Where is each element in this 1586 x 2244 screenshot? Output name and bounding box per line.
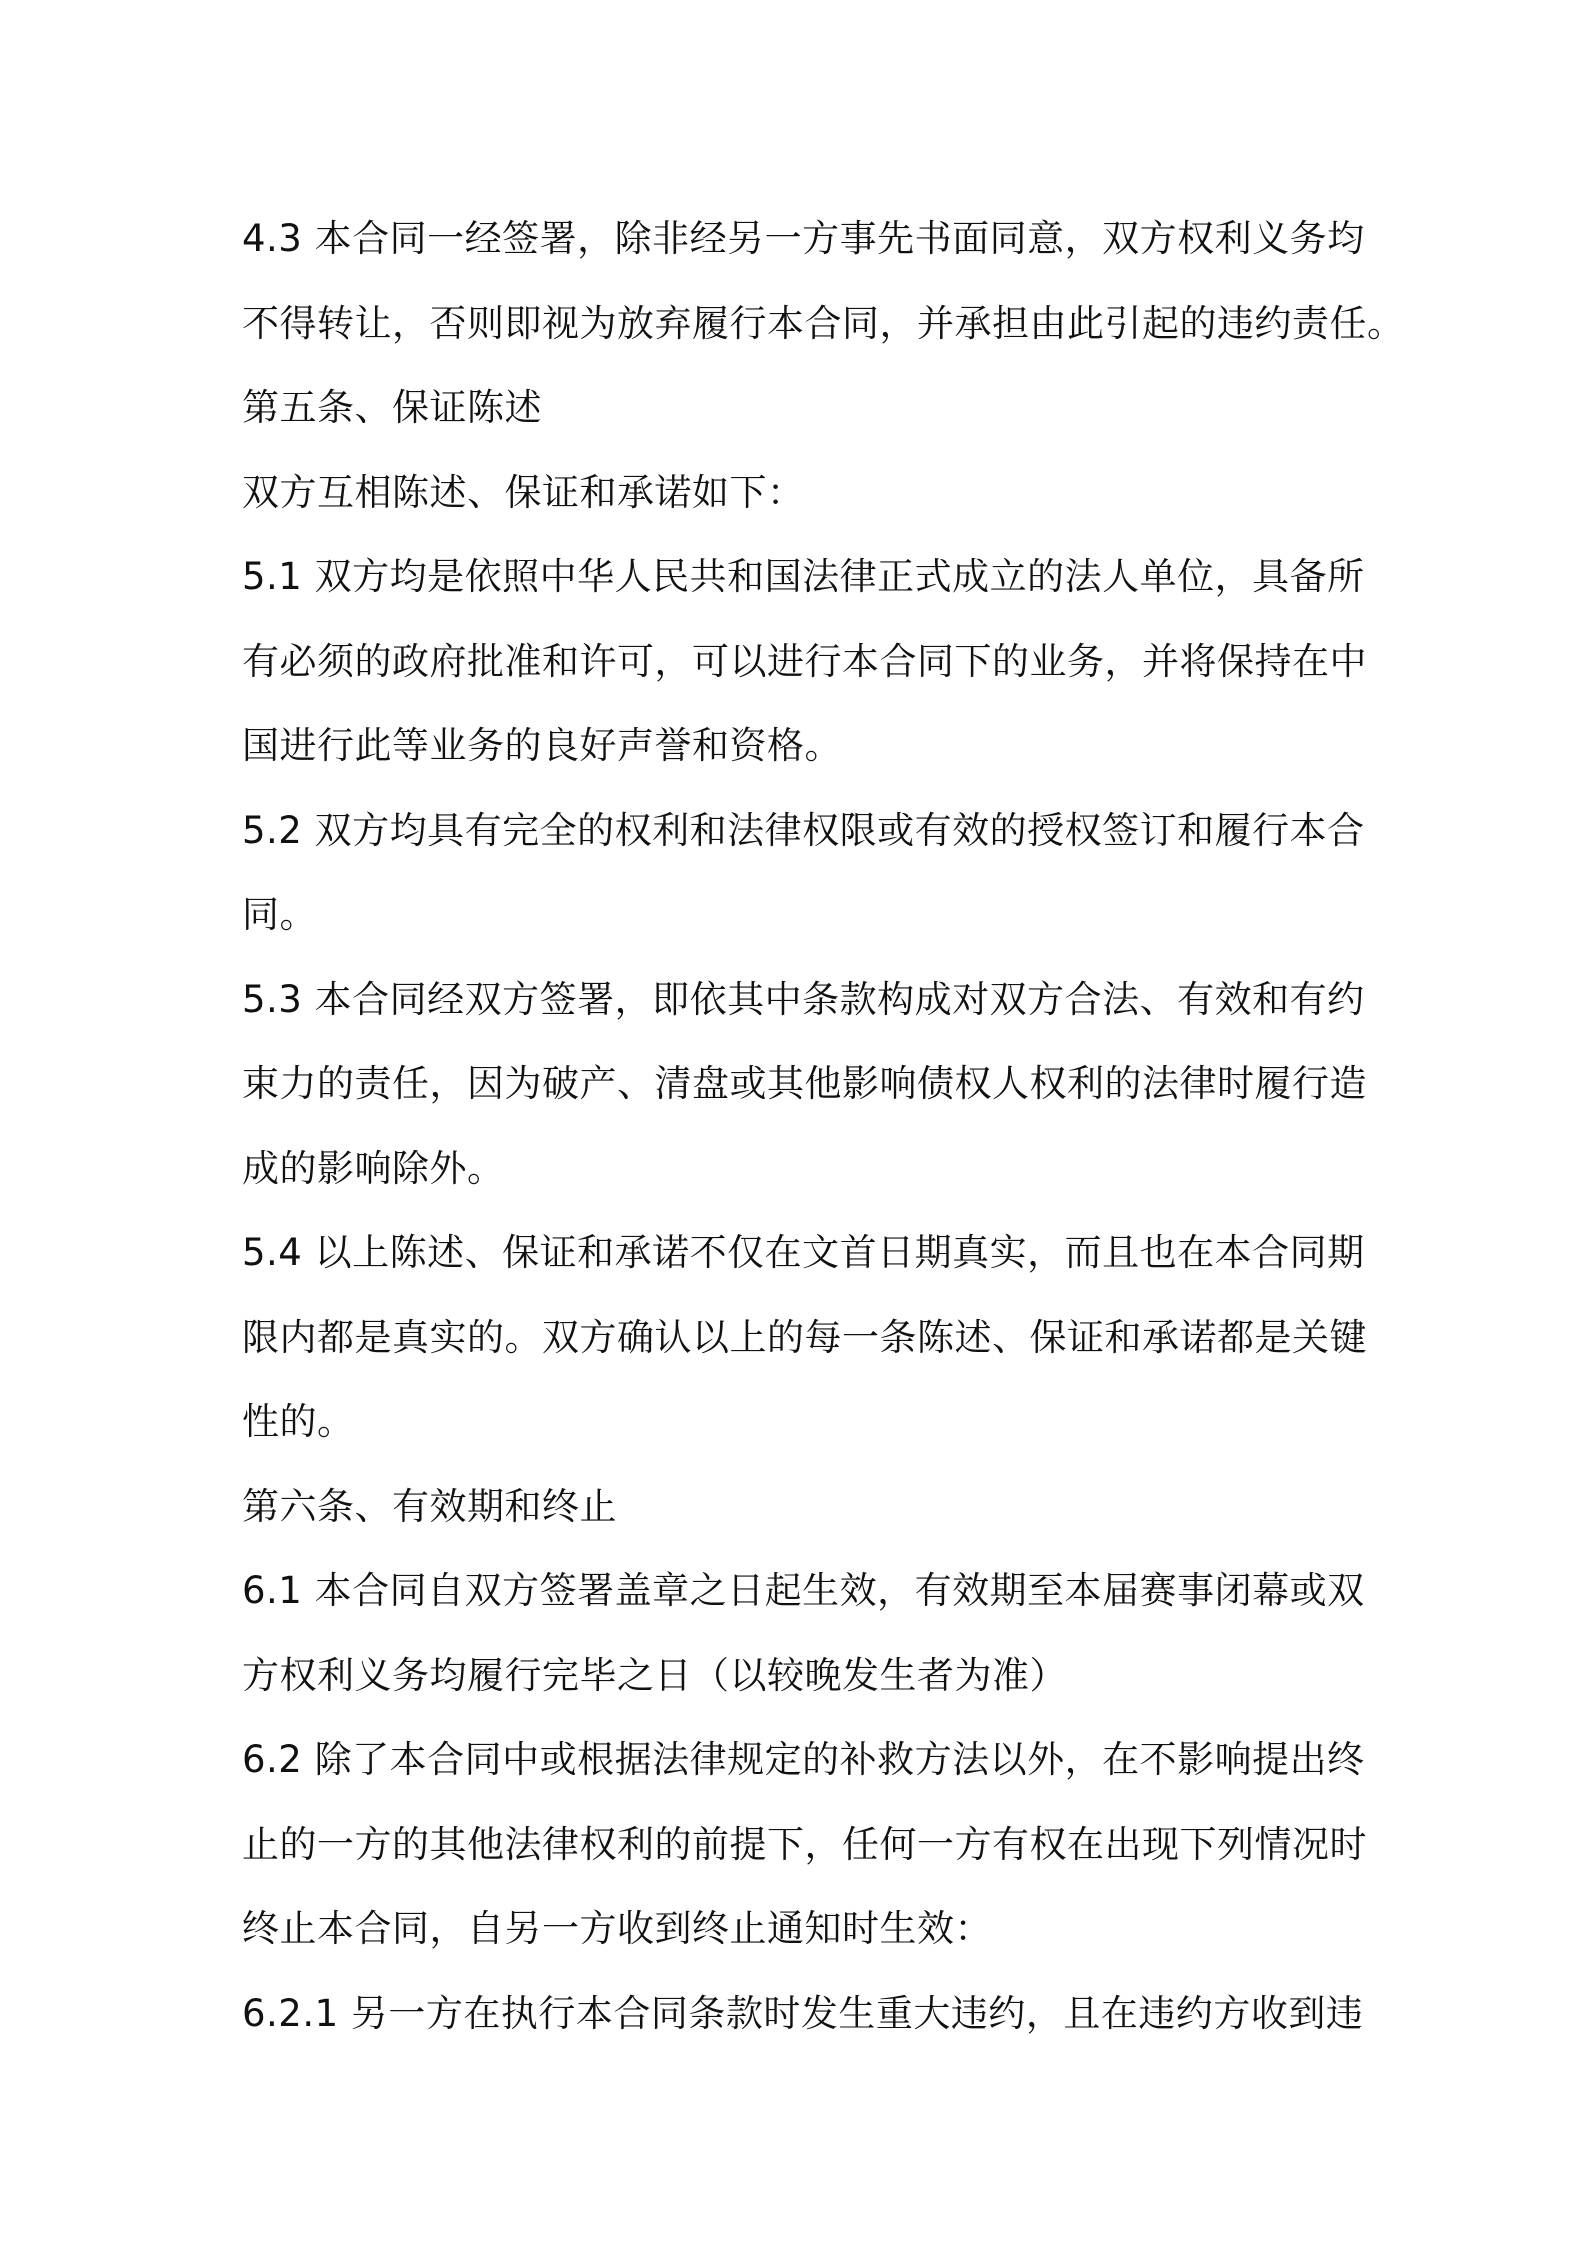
clause-5-3-line-3: 成的影响除外。: [242, 1146, 505, 1190]
clause-5-1-line-3: 国进行此等业务的良好声誉和资格。: [242, 724, 842, 767]
contract-text-body: [242, 197, 1405, 2056]
clause-4-3-line-2: 不得转让，否则即视为放弃履行本合同，并承担由此引起的违约责任。: [242, 301, 1405, 345]
article-5-intro: 双方互相陈述、保证和承诺如下：: [242, 470, 805, 514]
article-5-heading: 第五条、保证陈述: [242, 386, 542, 429]
clause-6-1-line-2: 方权利义务均履行完毕之日（以较晚发生者为准）: [242, 1653, 1067, 1697]
clause-6-2-line-3: 终止本合同，自另一方收到终止通知时生效：: [242, 1907, 992, 1950]
clause-5-2-line-1: 5.2 双方均具有完全的权利和法律权限或有效的授权签订和履行本合: [242, 808, 1365, 852]
clause-6-2-1-line-1: 6.2.1 另一方在执行本合同条款时发生重大违约，且在违约方收到违: [242, 1991, 1364, 2035]
clause-4-3-line-1: 4.3 本合同一经签署，除非经另一方事先书面同意，双方权利义务均: [242, 217, 1365, 260]
clause-6-2-line-2: 止的一方的其他法律权利的前提下，任何一方有权在出现下列情况时: [242, 1822, 1367, 1866]
clause-5-1-line-1: 5.1 双方均是依照中华人民共和国法律正式成立的法人单位，具备所: [242, 555, 1365, 598]
clause-5-3-line-2: 束力的责任，因为破产、清盘或其他影响债权人权利的法律时履行造: [242, 1062, 1367, 1105]
article-6-heading: 第六条、有效期和终止: [242, 1484, 617, 1528]
clause-5-2-line-2: 同。: [242, 893, 317, 936]
clause-5-3-line-1: 5.3 本合同经双方签署，即依其中条款构成对双方合法、有效和有约: [242, 977, 1365, 1021]
clause-5-1-line-2: 有必须的政府批准和许可，可以进行本合同下的业务，并将保持在中: [242, 639, 1367, 683]
clause-5-4-line-1: 5.4 以上陈述、保证和承诺不仅在文首日期真实，而且也在本合同期: [242, 1231, 1365, 1274]
clause-6-1-line-1: 6.1 本合同自双方签署盖章之日起生效，有效期至本届赛事闭幕或双: [242, 1569, 1365, 1612]
clause-5-4-line-3: 性的。: [242, 1400, 355, 1443]
clause-6-2-line-1: 6.2 除了本合同中或根据法律规定的补救方法以外，在不影响提出终: [242, 1738, 1365, 1781]
clause-5-4-line-2: 限内都是真实的。双方确认以上的每一条陈述、保证和承诺都是关键: [242, 1315, 1367, 1359]
